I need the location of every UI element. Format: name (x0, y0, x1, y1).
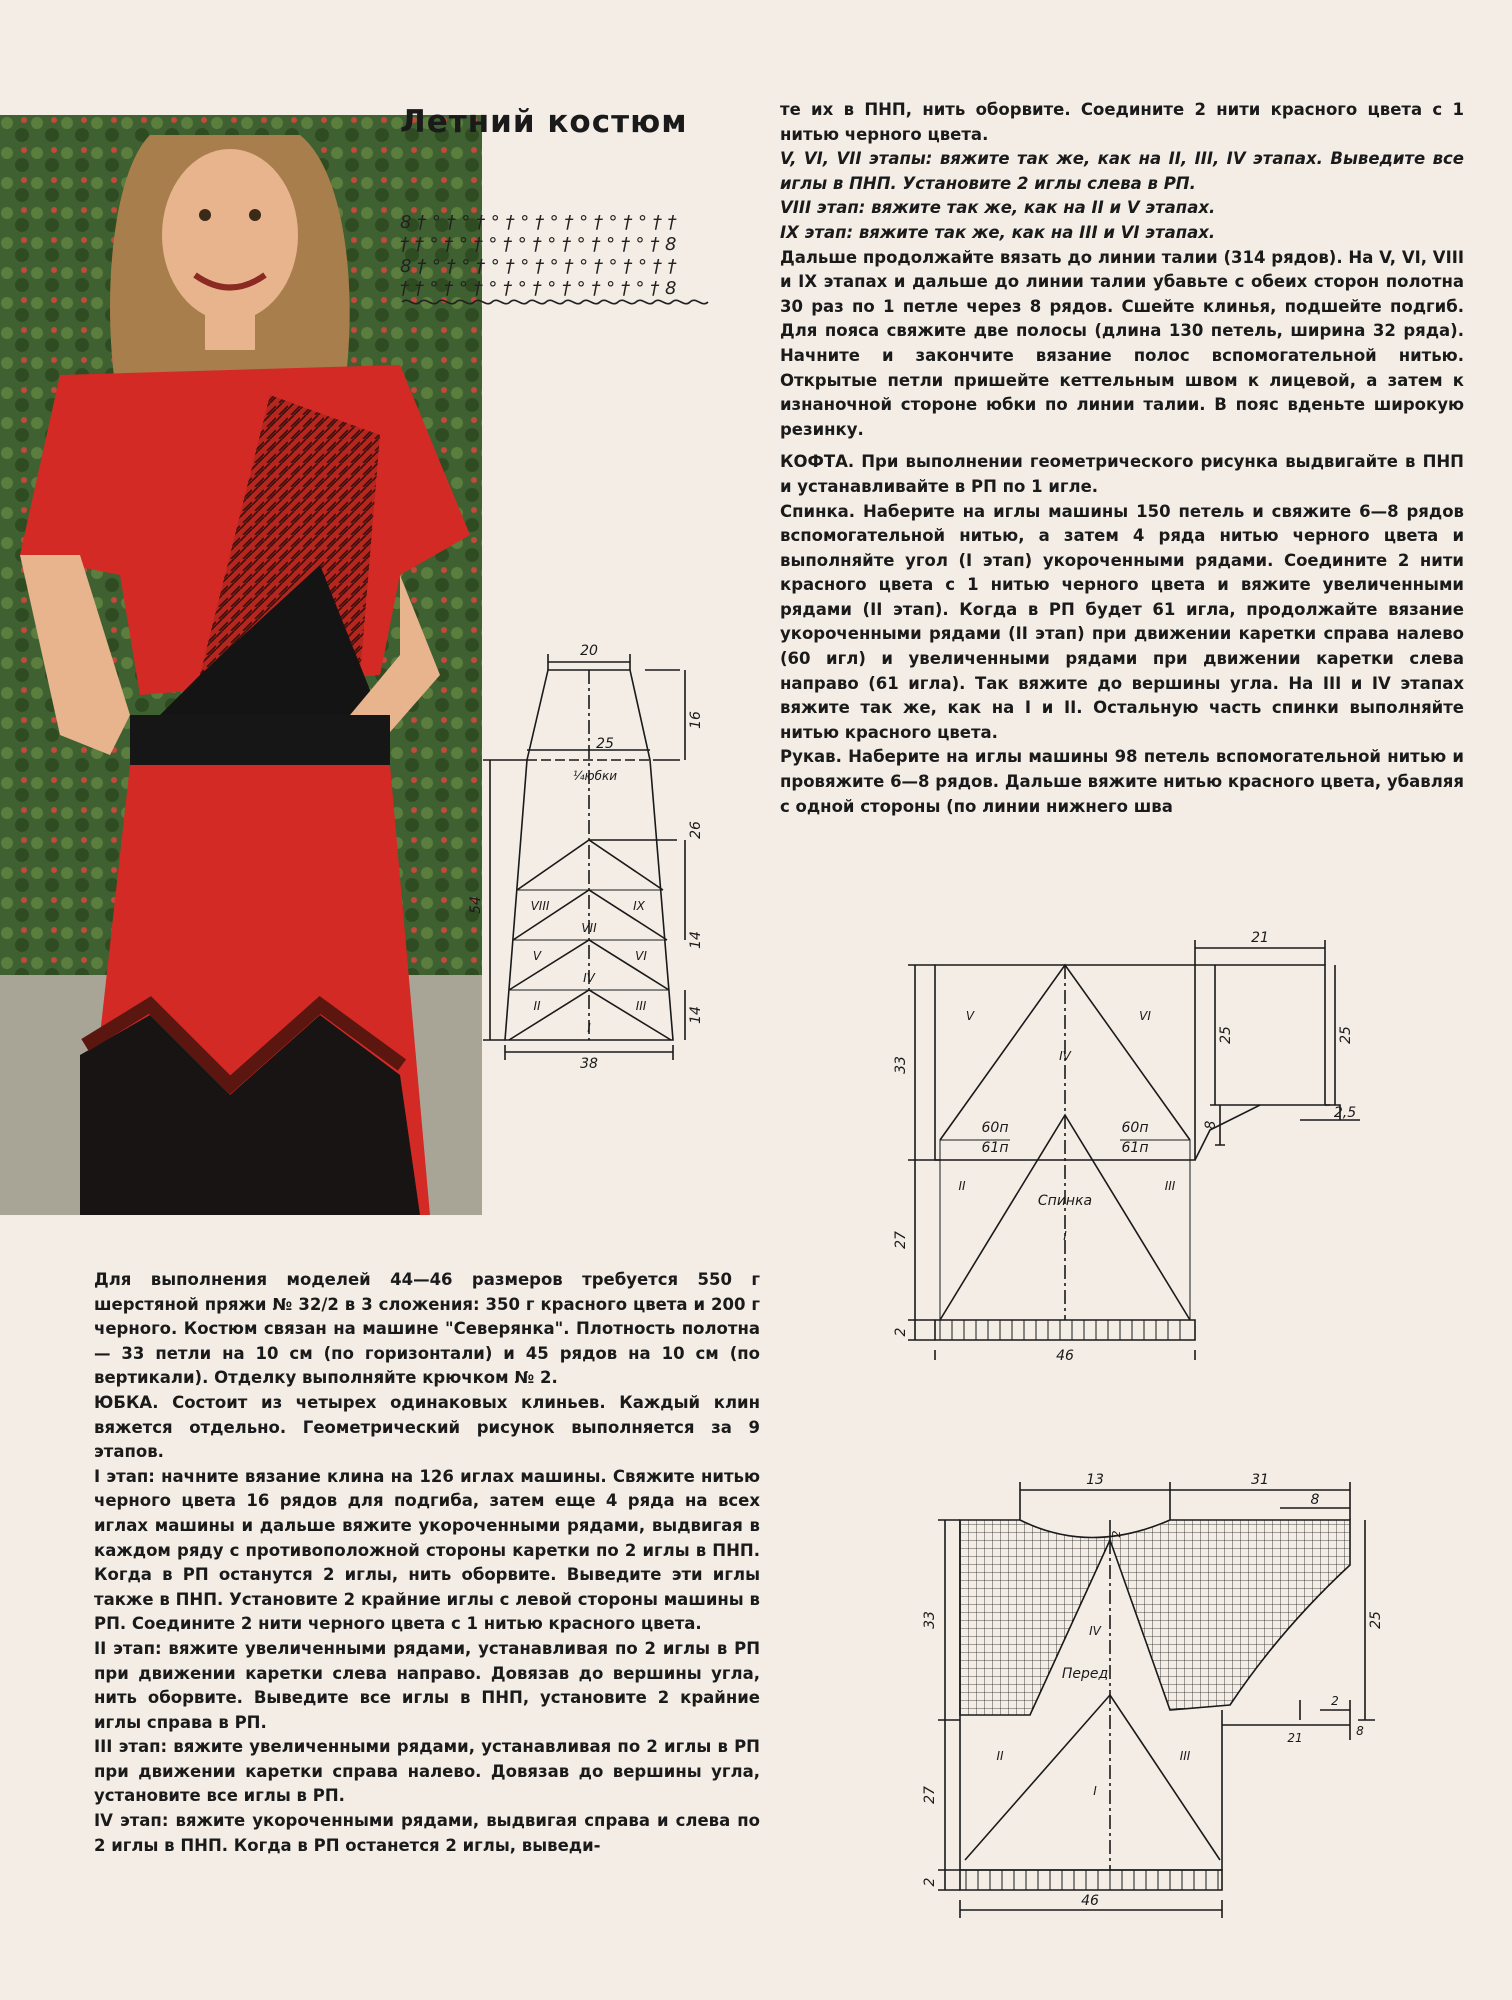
dim-label: 25 (1218, 1026, 1234, 1044)
stage-label: IV (1089, 1624, 1101, 1638)
front-diagram-svg (920, 1460, 1400, 1920)
skirt-pattern-diagram (455, 640, 745, 1084)
paragraph: КОФТА. При выполнении геометрического рисунка выдвигайте в ПНП и устанавливайте в РП по 1 игле. (780, 452, 1464, 496)
stage-label: III (635, 999, 647, 1013)
stage-label: V (965, 1009, 975, 1023)
dim-label: 14 (688, 931, 704, 949)
row-count-label: 61п (981, 1140, 1009, 1156)
paragraph: III этап: вяжите увеличенными рядами, устанавливая по 2 иглы в РП при движении каретки справа налево. Довязав до вершины угла, установите все иглы в РП. (94, 1737, 760, 1806)
svg-text:8 † ° † ° † ° † ° † ° † ° † °: 8 † ° † ° † ° † ° † ° † ° † ° † ° † † (400, 212, 677, 233)
dim-label: 27 (922, 1786, 938, 1804)
dim-label: 14 (688, 1006, 704, 1024)
skirt-diagram-svg (455, 640, 745, 1080)
stage-label: V (532, 949, 542, 963)
article-title: Летний костюм (400, 104, 688, 140)
paragraph: I этап: начните вязание клина на 126 иглах машины. Свяжите нитью черного цвета 16 рядов для подгиба, затем еще 4 ряда на всех иглах машины и дальше вяжите укороченными рядами, выдвигая в каждом ряду с противоположной стороны каретки по 2 иглы в ПНП. Когда в РП останутся 2 иглы, нить оборвите. Выведите эти иглы также в ПНП. Установите 2 крайние иглы с левой стороны машины в РП. Соедините 2 нити черного цвета с 1 нитью красного цвета. (94, 1466, 760, 1634)
front-triangle (965, 1695, 1220, 1860)
dim-label: 2 (1331, 1694, 1339, 1708)
front-pattern-diagram (920, 1460, 1400, 1924)
stage-label: VIII (530, 899, 550, 913)
paragraph: VIII этап: вяжите так же, как на II и V этапах. (780, 198, 1216, 218)
dim-label: 21 (1287, 1731, 1303, 1745)
svg-text:† † ° † ° † ° † ° † ° † ° † °: † † ° † ° † ° † ° † ° † ° † ° † ° † 8 (400, 278, 677, 299)
dim-label: 2,5 (1333, 1105, 1357, 1121)
dim-label: 46 (1056, 1348, 1074, 1360)
left-text-column (94, 1268, 760, 1858)
stage-label: IV (583, 971, 595, 985)
stage-label: II (958, 1179, 966, 1193)
stage-label: IX (633, 899, 645, 913)
right-text-column (780, 98, 1464, 819)
stage-label: III (1179, 1749, 1191, 1763)
stage-label: I (587, 1021, 591, 1035)
stage-label: I (1093, 1784, 1097, 1798)
paragraph: II этап: вяжите увеличенными рядами, устанавливая по 2 иглы в РП при движении каретки слева направо. Довязав до вершины угла, нить оборвите. Выведите все иглы в ПНП, установите 2 крайние иглы справа в РП. (94, 1638, 760, 1732)
dim-label: 21 (1251, 930, 1269, 946)
dim-label: 25 (1338, 1026, 1354, 1044)
back-diagram-svg (880, 920, 1360, 1360)
dim-label: 2 (893, 1327, 909, 1337)
svg-text:† † ° † ° † ° † ° † ° † ° † °: † † ° † ° † ° † ° † ° † ° † ° † ° † 8 (400, 234, 677, 255)
rib-band (960, 1870, 1222, 1890)
back-pattern-diagram (880, 920, 1360, 1364)
paragraph: Для выполнения моделей 44—46 размеров требуется 550 г шерстяной пряжи № 32/2 в 3 сложения: 350 г красного цвета и 200 г черного. Костюм связан на машине "Северянка". Плотность полотна — 33 петли на 10 см (по горизонтали) и 45 рядов на 10 см (по вертикали). Отделку выполняйте крючком № 2. (94, 1270, 760, 1388)
stage-label: VI (1139, 1009, 1151, 1023)
stage-label: I (1063, 1229, 1067, 1243)
piece-label: Перед (1061, 1666, 1109, 1682)
front-yoke-grid (960, 1520, 1350, 1715)
dim-label: 8 (1203, 1120, 1219, 1130)
paragraph: V, VI, VII этапы: вяжите так же, как на II, III, IV этапах. Выведите все иглы в ПНП. Установите 2 иглы слева в РП. (780, 149, 1464, 193)
stage-label: II (533, 999, 541, 1013)
paragraph: Рукав. Наберите на иглы машины 98 петель вспомогательной нитью и провяжите 6—8 рядов. Дальше вяжите нитью красного цвета, убавляя с одной стороны (по линии нижнего шва (780, 747, 1464, 816)
stage-label: III (1164, 1179, 1176, 1193)
paragraph: Спинка. Наберите на иглы машины 150 петель и свяжите 6—8 рядов вспомогательной нитью, а затем 4 ряда нитью черного цвета и выполняйте угол (I этап) укороченными рядами. Соедините 2 нити красного цвета с 1 нитью черного цвета и вяжите увеличенными рядами (II этап). Когда в РП будет 61 игла, продолжайте вязание укороченными рядами (II этап) при движении каретки справа налево (60 игл) и увеличенными рядами при движении каретки слева направо (61 игла). Так вяжите до вершины угла. На III и IV этапах вяжите так же, как на I и II. Остальную часть спинки выполняйте нитью красного цвета. (780, 501, 1464, 742)
dim-label: 54 (468, 896, 484, 914)
dim-label: 26 (688, 821, 704, 839)
dim-label: 38 (580, 1056, 598, 1072)
crochet-stitch-chart (400, 212, 720, 316)
stage-label: VI (635, 949, 647, 963)
stage-label: VII (581, 921, 597, 935)
paragraph: те их в ПНП, нить оборвите. Соедините 2 нити красного цвета с 1 нитью черного цвета. (780, 100, 1464, 144)
crochet-chart-symbols (400, 212, 720, 312)
piece-label: Спинка (1037, 1193, 1093, 1209)
stage-label: IV (1059, 1049, 1071, 1063)
dim-label: 16 (688, 711, 704, 729)
dim-label: 46 (1081, 1893, 1099, 1909)
paragraph: IX этап: вяжите так же, как на III и VI этапах. (780, 222, 1216, 242)
dim-label: 33 (893, 1056, 909, 1074)
dim-label: 33 (922, 1611, 938, 1629)
svg-text:8 † ° † ° † ° † ° † ° † ° † °: 8 † ° † ° † ° † ° † ° † ° † ° † ° † † (400, 256, 677, 277)
paragraph: ЮБКА. Состоит из четырех одинаковых клиньев. Каждый клин вяжется отдельно. Геометрический рисунок выполняется за 9 этапов. (94, 1392, 760, 1462)
paragraph: Дальше продолжайте вязать до линии талии (314 рядов). На V, VI, VIII и IX этапах и дальше до линии талии убавьте с обеих сторон полотна 30 раз по 1 петле через 8 рядов. Сшейте клинья, подшейте подгиб. Для пояса свяжите две полосы (длина 130 петель, ширина 32 ряда). Начните и закончите вязание полос вспомогательной нитью. Открытые петли пришейте кеттельным швом к лицевой, а затем к изнаночной стороне юбки по линии талии. В пояс вденьте широкую резинку. (780, 247, 1464, 439)
row-count-label: 61п (1121, 1140, 1149, 1156)
paragraph: IV этап: вяжите укороченными рядами, выдвигая справа и слева по 2 иглы в ПНП. Когда в РП останется 2 иглы, выведи- (94, 1811, 760, 1855)
dim-label: 2 (922, 1877, 938, 1887)
dim-label: 8 (1310, 1492, 1320, 1508)
pattern-label: ¼юбки (572, 769, 618, 783)
row-count-label: 60п (981, 1120, 1009, 1136)
dim-label: 25 (596, 736, 614, 752)
stage-label: II (996, 1749, 1004, 1763)
dim-label: 8 (1356, 1724, 1364, 1738)
dim-label: 27 (893, 1231, 909, 1249)
dim-label: 13 (1086, 1472, 1104, 1488)
dim-label: 20 (580, 643, 598, 659)
row-count-label: 60п (1121, 1120, 1149, 1136)
dim-label: 2 (1110, 1530, 1123, 1538)
chart-row (400, 212, 677, 233)
dim-label: 31 (1251, 1472, 1269, 1488)
dim-label: 25 (1368, 1611, 1384, 1629)
skirt-chevron (517, 840, 663, 890)
